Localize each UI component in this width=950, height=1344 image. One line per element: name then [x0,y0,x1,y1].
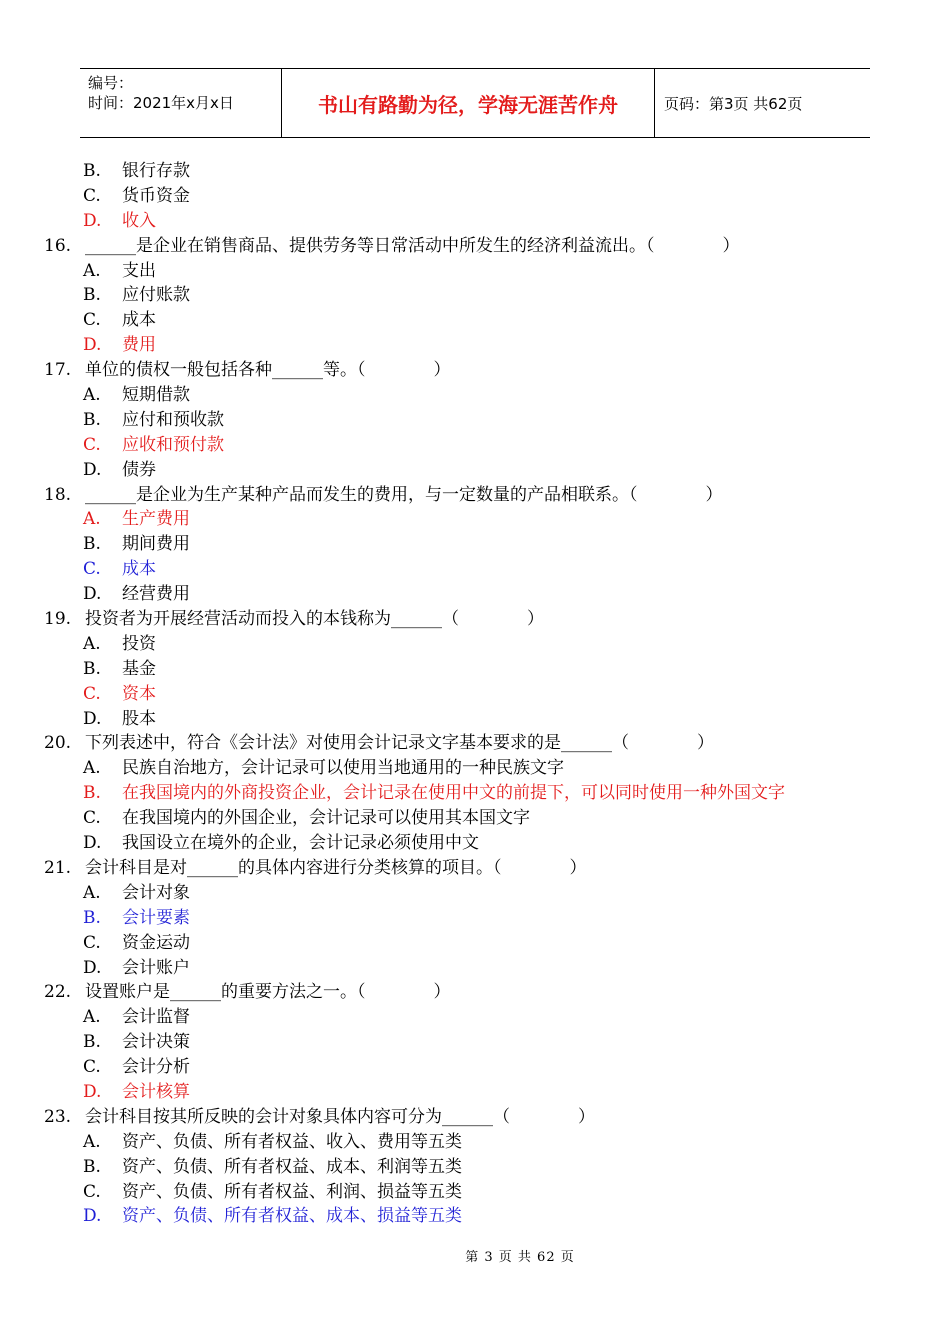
question-text: 投资者为开展经营活动而投入的本钱称为______（ ） [85,609,544,630]
option-text: 会计决策 [122,1032,190,1053]
option-letter: D. [83,708,102,729]
option-letter: C. [83,1181,101,1202]
answer-option [44,806,904,831]
option-letter: C. [83,1057,101,1078]
answer-option [44,1005,904,1030]
option-letter: D. [83,335,102,356]
answer-option [44,283,904,308]
page-footer: 第 3 页 共 62 页 [465,1250,575,1265]
option-text: 资产、负债、所有者权益、成本、利润等五类 [122,1156,462,1177]
option-letter: C. [83,310,101,331]
option-text: 经营费用 [122,584,190,605]
option-letter: A. [83,882,101,903]
page-header [80,68,870,138]
option-letter: D. [83,459,102,480]
header-page-info: 页码：第3页 共62页 [664,94,803,113]
option-letter: B. [83,907,101,928]
option-text: 应付账款 [122,285,190,306]
option-text: 资本 [122,683,156,704]
option-letter: D. [83,210,102,231]
option-letter: D. [83,957,102,978]
answer-option [44,707,904,732]
answer-option [44,1080,904,1105]
answer-option [44,906,904,931]
option-text: 会计账户 [122,957,190,978]
answer-option [44,408,904,433]
question-item [44,234,904,259]
option-text: 生产费用 [122,509,190,530]
option-letter: A. [83,1007,101,1028]
question-item [44,731,904,756]
answer-option [44,209,904,234]
answer-option [44,333,904,358]
option-text: 资金运动 [122,932,190,953]
option-letter: B. [83,409,101,430]
answer-option [44,532,904,557]
option-text: 基金 [122,658,156,679]
option-letter: B. [83,285,101,306]
answer-option [44,1030,904,1055]
option-text: 期间费用 [122,534,190,555]
option-text: 投资 [122,633,156,654]
option-text: 费用 [122,335,156,356]
question-item [44,607,904,632]
option-text: 会计核算 [122,1081,190,1102]
answer-option [44,756,904,781]
answer-option [44,582,904,607]
option-letter: C. [83,932,101,953]
question-text: 单位的债权一般包括各种______等。（ ） [85,360,451,381]
answer-option [44,1204,904,1229]
option-text: 我国设立在境外的企业，会计记录必须使用中文 [122,833,479,854]
answer-option [44,507,904,532]
option-text: 成本 [122,559,156,580]
answer-option [44,781,904,806]
option-letter: B. [83,658,101,679]
option-text: 资产、负债、所有者权益、收入、费用等五类 [122,1131,462,1152]
option-letter: D. [83,584,102,605]
question-number: 18. [44,484,72,505]
option-letter: A. [83,509,101,530]
option-text: 在我国境内的外国企业，会计记录可以使用其本国文字 [122,808,530,829]
answer-option [44,159,904,184]
option-letter: B. [83,161,101,181]
option-text: 在我国境内的外商投资企业，会计记录在使用中文的前提下，可以同时使用一种外国文字 [122,783,785,804]
option-letter: C. [83,559,101,580]
answer-option [44,632,904,657]
option-letter: B. [83,783,101,804]
option-letter: D. [83,1206,102,1227]
option-text: 会计对象 [122,882,190,903]
option-letter: A. [83,1131,101,1152]
option-letter: B. [83,534,101,555]
answer-option [44,1180,904,1205]
option-letter: D. [83,833,102,854]
option-letter: C. [83,185,101,206]
header-motto: 书山有路勤为径，学海无涯苦作舟 [318,92,618,117]
answer-option [44,931,904,956]
question-number: 21. [44,857,72,878]
date-label: 时间：2021年x月x日 [88,94,234,112]
option-text: 债券 [122,459,156,480]
answer-option [44,308,904,333]
option-letter: A. [83,758,101,779]
option-letter: A. [83,633,101,654]
question-number: 23. [44,1106,72,1127]
answer-option [44,557,904,582]
answer-option [44,1055,904,1080]
option-text: 会计分析 [122,1057,190,1078]
answer-option [44,458,904,483]
option-text: 资产、负债、所有者权益、利润、损益等五类 [122,1181,462,1202]
answer-option [44,433,904,458]
question-list [44,159,904,1229]
option-letter: A. [83,260,101,281]
option-text: 应付和预收款 [122,409,224,430]
answer-option [44,831,904,856]
option-text: 银行存款 [122,161,190,181]
option-text: 收入 [122,210,156,231]
question-item [44,856,904,881]
question-number: 22. [44,982,72,1003]
question-text: 下列表述中，符合《会计法》对使用会计记录文字基本要求的是______（ ） [85,733,714,754]
question-text: ______是企业为生产某种产品而发生的费用，与一定数量的产品相联系。（ ） [85,484,723,505]
question-number: 20. [44,733,72,754]
question-number: 19. [44,609,72,630]
answer-option [44,383,904,408]
answer-option [44,682,904,707]
question-text: 会计科目按其所反映的会计对象具体内容可分为______（ ） [85,1106,595,1127]
header-divider [654,69,655,137]
option-text: 会计监督 [122,1007,190,1028]
option-text: 货币资金 [122,185,190,206]
option-letter: B. [83,1156,101,1177]
option-letter: C. [83,683,101,704]
question-item [44,358,904,383]
question-item [44,483,904,508]
question-number: 17. [44,360,72,381]
question-text: 设置账户是______的重要方法之一。（ ） [85,982,451,1003]
option-text: 应收和预付款 [122,434,224,455]
question-text: ______是企业在销售商品、提供劳务等日常活动中所发生的经济利益流出。（ ） [85,235,740,256]
question-item [44,980,904,1005]
option-text: 短期借款 [122,385,190,406]
answer-option [44,1155,904,1180]
question-item [44,1105,904,1130]
option-text: 民族自治地方，会计记录可以使用当地通用的一种民族文字 [122,758,564,779]
answer-option [44,657,904,682]
answer-option [44,184,904,209]
option-letter: C. [83,808,101,829]
option-text: 成本 [122,310,156,331]
option-text: 支出 [122,260,156,281]
option-letter: A. [83,385,101,406]
question-number: 16. [44,235,72,256]
option-letter: D. [83,1081,102,1102]
option-letter: B. [83,1032,101,1053]
header-meta [88,73,234,113]
option-text: 股本 [122,708,156,729]
answer-option [44,259,904,284]
question-text: 会计科目是对______的具体内容进行分类核算的项目。（ ） [85,857,587,878]
option-text: 会计要素 [122,907,190,928]
serial-label: 编号： [88,74,134,92]
answer-option [44,881,904,906]
option-text: 资产、负债、所有者权益、成本、损益等五类 [122,1206,462,1227]
answer-option [44,1130,904,1155]
answer-option [44,956,904,981]
option-letter: C. [83,434,101,455]
